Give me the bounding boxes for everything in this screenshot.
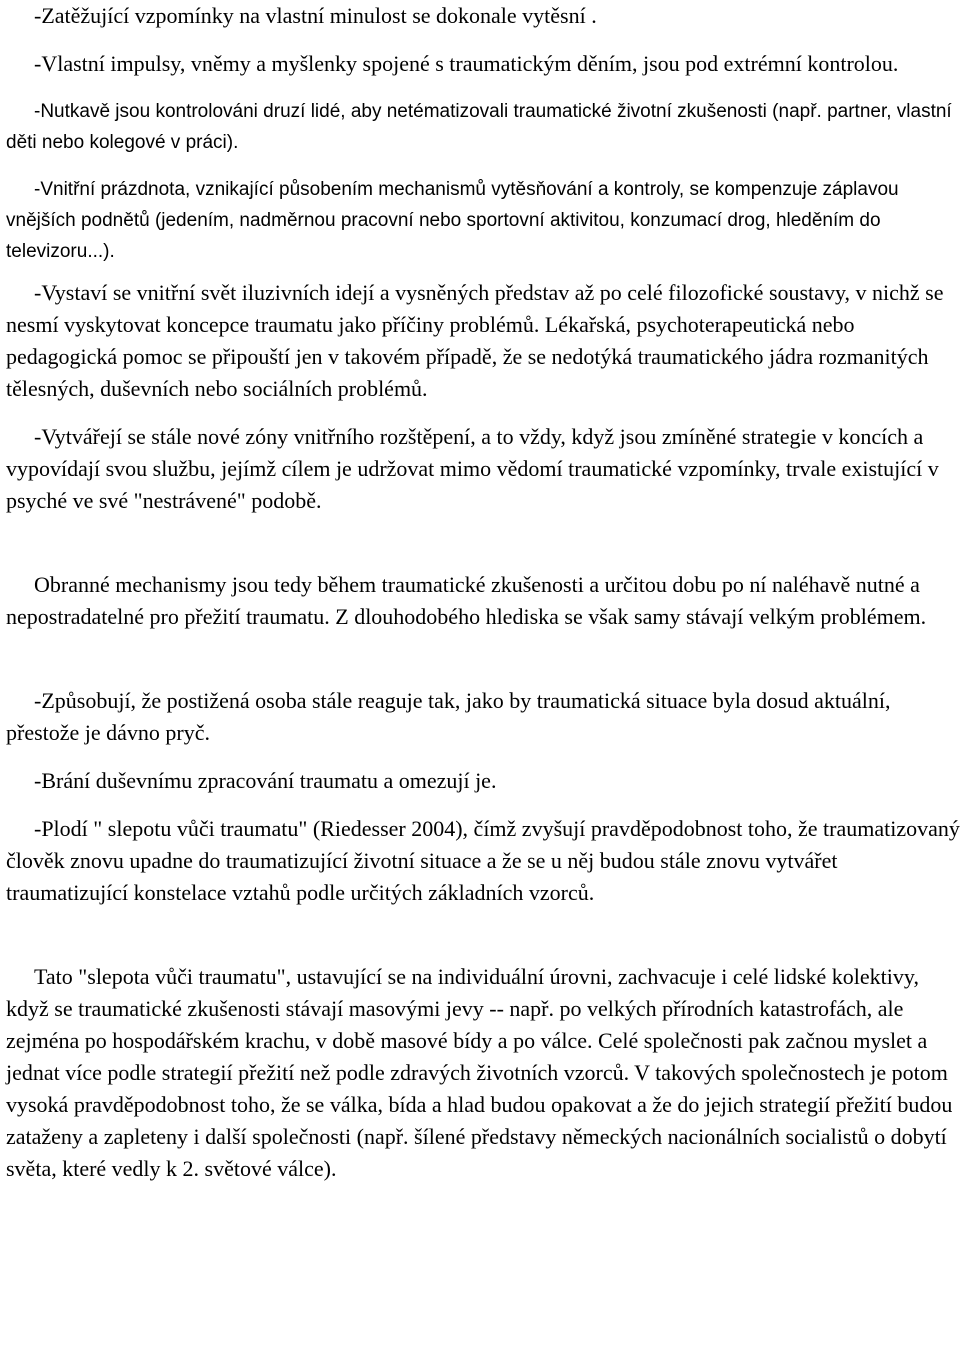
paragraph-collective-blindness: Tato "slepota vůči traumatu", ustavující se na individuální úrovni, zachvacuje i celé lidské kolektivy, když se traumatické zkušenosti stávají masovými jevy -- např. po velkých přírodních katastrofách, ale zejména po hospodářském krachu, v době masové bídy a po válce. Celé společnosti pak začnou myslet a jednat více podle strategií přežití než podle zdravých životních vzorců. V takových společnostech je potom vysoká pravděpodobnost toho, že se válka, bída a hlad budou opakovat a že do jejich strategií přežití budou zataženy a zapleteny i další společnosti (např. šílené představy německých nacionálních socialistů o dobytí světa, které vedly k 2. světové válce). bbox=[6, 964, 953, 1181]
paragraph-repression: -Zatěžující vzpomínky na vlastní minulost se dokonale vytěsní . bbox=[34, 3, 597, 28]
paragraph-illusory-world: -Vystaví se vnitřní svět iluzivních idejí a vysněných představ až po celé filozofické soustavy, v nichž se nesmí vyskytovat koncepce traumatu jako příčiny problémů. Lékařská, psychoterapeutická nebo pedagogická pomoc se připouští jen v takovém případě, že se nedotýká traumatického jádra rozmanitých tělesných, duševních nebo sociálních problémů. bbox=[6, 280, 944, 401]
paragraph-causes-reaction: -Způsobují, že postižená osoba stále reaguje tak, jako by traumatická situace byla dosud aktuální, přestože je dávno pryč. bbox=[6, 688, 891, 745]
paragraph-control: -Vlastní impulsy, vněmy a myšlenky spojené s traumatickým děním, jsou pod extrémní kontrolou. bbox=[34, 51, 899, 76]
paragraph-inner-splitting: -Vytvářejí se stále nové zóny vnitřního rozštěpení, a to vždy, když jsou zmíněné strategie v koncích a vypovídají svou službu, jejímž cílem je udržovat mimo vědomí traumatické vzpomínky, trvale existující v psyché ve své "nestrávené" podobě. bbox=[6, 424, 939, 513]
paragraph-prevents-processing: -Brání duševnímu zpracování traumatu a omezují je. bbox=[34, 768, 497, 793]
paragraph-trauma-blindness: -Plodí " slepotu vůči traumatu" (Riedesser 2004), čímž zvyšují pravděpodobnost toho, že traumatizovaný člověk znovu upadne do traumatizující životní situace a že se u něj budou stále znovu vytvářet traumatizující konstelace vztahů podle určitých základních vzorců. bbox=[6, 816, 960, 905]
paragraph-defense-mechanisms: Obranné mechanismy jsou tedy během traumatické zkušenosti a určitou dobu po ní naléhavě nutné a nepostradatelné pro přežití traumatu. Z dlouhodobého hlediska se však samy stávají velkým problémem. bbox=[6, 572, 927, 629]
document-page bbox=[6, 0, 960, 1185]
paragraph-compulsive-control: -Nutkavě jsou kontrolováni druzí lidé, aby netématizovali traumatické životní zkušenosti (např. partner, vlastní děti nebo kolegové v práci). bbox=[6, 101, 952, 153]
paragraph-inner-emptiness: -Vnitřní prázdnota, vznikající působením mechanismů vytěsňování a kontroly, se kompenzuje záplavou vnějších podnětů (jedením, nadměrnou pracovní nebo sportovní aktivitou, konzumací drog, hleděním do televizoru...). bbox=[6, 179, 899, 262]
